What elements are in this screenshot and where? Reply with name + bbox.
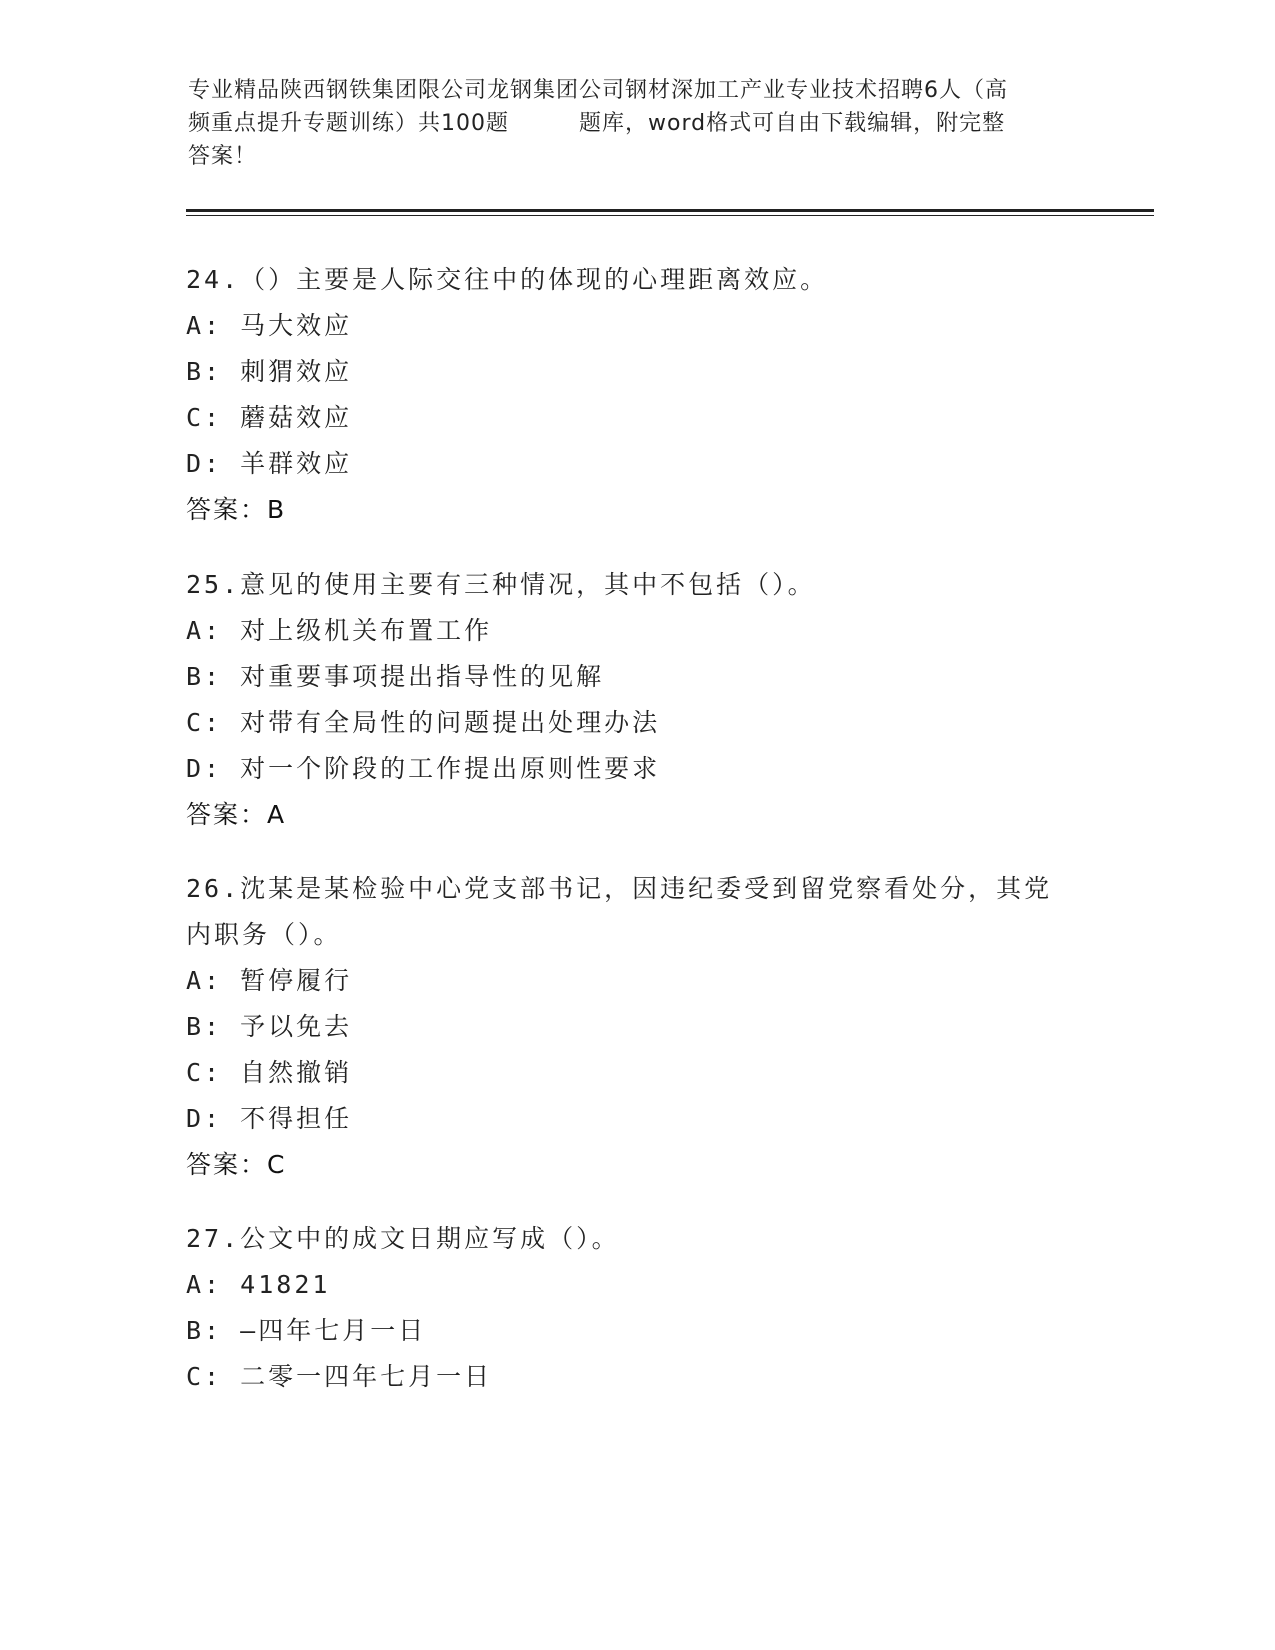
question-stem: 沈某是某检验中心党支部书记，因违纪委受到留党察看处分，其党	[240, 874, 1053, 903]
header-line-2-part-b: 题库，word格式可自由下载编辑，附完整	[579, 111, 1006, 136]
question-number: 24.	[186, 265, 241, 294]
option-text: 暂停履行	[240, 966, 353, 995]
option-key: A:	[186, 966, 223, 995]
option-key: A:	[186, 616, 223, 645]
option-key: C:	[186, 403, 223, 432]
option-key: C:	[186, 1058, 223, 1087]
question-25	[186, 562, 1086, 838]
question-number: 26.	[186, 874, 241, 903]
option-b	[186, 349, 1086, 395]
answer-value: B	[267, 495, 287, 524]
question-number: 27.	[186, 1224, 241, 1253]
option-key: D:	[186, 754, 223, 783]
header-line-2-part-a: 频重点提升专题训练）共100题	[188, 111, 509, 136]
option-key: D:	[186, 1104, 223, 1133]
question-number: 25.	[186, 570, 241, 599]
option-text: 41821	[240, 1270, 331, 1299]
option-c	[186, 1050, 1086, 1096]
option-key: C:	[186, 708, 223, 737]
option-text: 对带有全局性的问题提出处理办法	[240, 708, 661, 737]
question-stem: 意见的使用主要有三种情况，其中不包括（）。	[240, 570, 816, 599]
option-b	[186, 1308, 1086, 1354]
question-text	[186, 562, 1086, 608]
answer-label: 答案：	[186, 800, 268, 829]
question-text	[186, 257, 1086, 303]
question-text	[186, 1216, 1086, 1262]
option-text: 对上级机关布置工作	[240, 616, 493, 645]
answer-label: 答案：	[186, 1150, 268, 1179]
option-d	[186, 1096, 1086, 1142]
option-text: 羊群效应	[240, 449, 353, 478]
question-text-continued: 内职务（）。	[186, 920, 342, 949]
option-key: A:	[186, 1270, 223, 1299]
option-text: 对一个阶段的工作提出原则性要求	[240, 754, 661, 783]
answer-value: C	[267, 1150, 287, 1179]
option-text: —四年七月一日	[240, 1316, 427, 1345]
option-key: D:	[186, 449, 223, 478]
option-text: 对重要事项提出指导性的见解	[240, 662, 605, 691]
header-divider-thin	[186, 215, 1154, 216]
option-text: 马大效应	[240, 311, 353, 340]
option-d	[186, 441, 1086, 487]
option-text: 予以免去	[240, 1012, 353, 1041]
question-24	[186, 257, 1086, 533]
option-key: B:	[186, 1316, 223, 1345]
option-text: 刺猬效应	[240, 357, 353, 386]
answer-value: A	[267, 800, 287, 829]
option-text: 不得担任	[240, 1104, 353, 1133]
answer-line	[186, 1142, 1086, 1188]
option-a	[186, 608, 1086, 654]
option-key: B:	[186, 1012, 223, 1041]
option-text: 自然撤销	[240, 1058, 353, 1087]
option-key: C:	[186, 1362, 223, 1391]
header-divider-thick	[186, 209, 1154, 212]
answer-line	[186, 792, 1086, 838]
option-a	[186, 1262, 1086, 1308]
option-text: 蘑菇效应	[240, 403, 353, 432]
option-d	[186, 746, 1086, 792]
option-key: B:	[186, 357, 223, 386]
header-line-3: 答案！	[188, 144, 258, 169]
option-text: 二零一四年七月一日	[240, 1362, 493, 1391]
question-text	[186, 866, 1086, 912]
option-a	[186, 303, 1086, 349]
question-stem: 公文中的成文日期应写成（）。	[240, 1224, 620, 1253]
answer-label: 答案：	[186, 495, 268, 524]
option-b	[186, 654, 1086, 700]
question-26	[186, 866, 1086, 1188]
header-line-2	[188, 107, 1088, 140]
option-key: B:	[186, 662, 223, 691]
question-27	[186, 1216, 1086, 1400]
question-stem: （）主要是人际交往中的体现的心理距离效应。	[240, 265, 829, 294]
header-line-1: 专业精品陕西钢铁集团限公司龙钢集团公司钢材深加工产业专业技术招聘6人（高	[188, 78, 1008, 103]
option-b	[186, 1004, 1086, 1050]
option-c	[186, 1354, 1086, 1400]
option-c	[186, 395, 1086, 441]
document-header	[188, 74, 1088, 173]
option-c	[186, 700, 1086, 746]
option-key: A:	[186, 311, 223, 340]
answer-line	[186, 487, 1086, 533]
option-a	[186, 958, 1086, 1004]
